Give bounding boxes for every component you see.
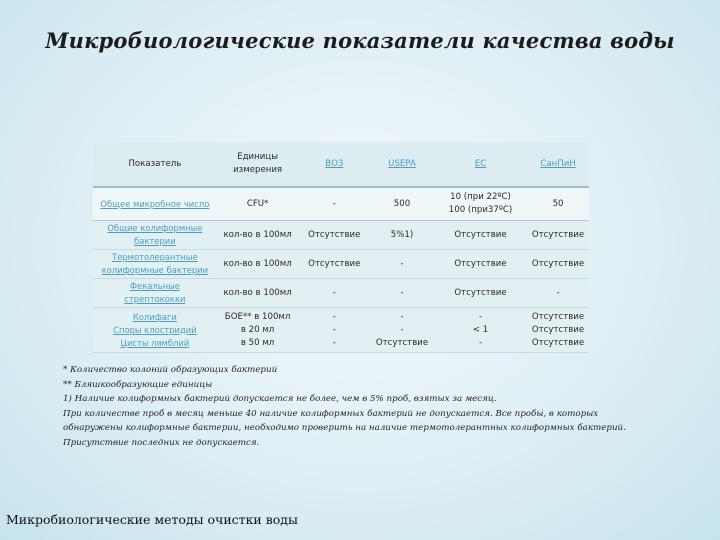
- row-label-line: Термотолерантные: [112, 252, 198, 262]
- cell-sanpin: [527, 187, 589, 221]
- table-row: [93, 221, 589, 250]
- cell-sanpin-line: 50: [552, 198, 564, 209]
- cell-eu: [434, 221, 527, 250]
- cell-sanpin: [527, 308, 589, 353]
- cell-usepa: [370, 221, 434, 250]
- cell-usepa: [370, 187, 434, 221]
- row-label-line: Фекальные: [129, 281, 180, 291]
- cell-units: [217, 308, 299, 353]
- row-label[interactable]: [93, 187, 217, 221]
- table-row: [93, 308, 589, 353]
- cell-eu-line: Отсутствие: [454, 258, 507, 269]
- cell-sanpin: [527, 279, 589, 308]
- header-who[interactable]: ВОЗ: [298, 142, 370, 187]
- cell-who-line: -: [332, 337, 336, 348]
- cell-usepa-line: Отсутствие: [375, 337, 429, 348]
- cell-usepa-line: -: [400, 258, 404, 269]
- cell-sanpin-line: Отсутствие: [531, 337, 585, 348]
- cell-units: [217, 221, 299, 250]
- row-label-line: Колифаги: [132, 311, 177, 322]
- cell-eu-line: < 1: [472, 324, 489, 335]
- cell-usepa: [370, 308, 434, 353]
- cell-usepa-line: -: [400, 287, 404, 298]
- row-label-line: Общее микробное число: [100, 198, 210, 209]
- cell-who-line: Отсутствие: [308, 258, 361, 269]
- cell-who: [298, 250, 370, 279]
- cell-usepa-line: -: [400, 311, 404, 322]
- footnotes: [63, 363, 703, 450]
- footnote-3: 1) Наличие колиформных бактерий допускается не более, чем в 5% проб, взятых за месяц.: [63, 394, 497, 404]
- cell-sanpin-line: -: [556, 287, 560, 298]
- footnote-1: * Количество колоний образующих бактерий: [63, 365, 278, 375]
- footnote-2: ** Бляшкообразующие единицы: [63, 379, 213, 390]
- cell-who: [298, 221, 370, 250]
- cell-sanpin: [527, 250, 589, 279]
- footnote-5: обнаружены колиформные бактерии, необходимо проверить на наличие термотолерантных колиформных бактерий.: [63, 423, 626, 433]
- cell-who-line: -: [332, 324, 336, 335]
- cell-units-line: CFU*: [246, 198, 269, 209]
- row-label-line: Общие колиформные: [107, 223, 203, 233]
- slide-title: Микробиологические показатели качества воды: [45, 28, 675, 53]
- table-row: [93, 279, 589, 308]
- cell-units: [217, 279, 299, 308]
- cell-eu-line: Отсутствие: [454, 287, 507, 298]
- cell-sanpin: [527, 221, 589, 250]
- row-label-line: колиформные бактерии: [101, 265, 209, 275]
- cell-sanpin-line: Отсутствие: [531, 311, 585, 322]
- cell-eu-line: -: [478, 311, 483, 322]
- row-label-line: Споры клостридий: [113, 324, 197, 335]
- cell-who-line: -: [332, 287, 336, 298]
- cell-eu-line: Отсутствие: [454, 229, 507, 240]
- row-label-line: Цисты лямблий: [120, 337, 190, 348]
- cell-units-line: в 20 мл: [240, 324, 275, 335]
- cell-usepa-line: 5%1): [390, 229, 414, 240]
- cell-units: [217, 250, 299, 279]
- header-eu[interactable]: ЕС: [434, 142, 527, 187]
- water-quality-table: [93, 142, 589, 353]
- cell-who: [298, 279, 370, 308]
- row-label[interactable]: [93, 308, 217, 353]
- table-row: [93, 250, 589, 279]
- cell-sanpin-line: Отсутствие: [531, 258, 585, 269]
- cell-usepa: [370, 279, 434, 308]
- header-sanpin[interactable]: СанПиН: [527, 142, 589, 187]
- cell-sanpin-line: Отсутствие: [531, 324, 585, 335]
- cell-eu: [434, 187, 527, 221]
- row-label[interactable]: [93, 221, 217, 250]
- table-row: [93, 187, 589, 221]
- cell-units-line: БОЕ** в 100мл: [224, 311, 291, 322]
- cell-eu: [434, 308, 527, 353]
- cell-who-line: -: [332, 198, 336, 209]
- cell-units-line: кол-во в 100мл: [223, 229, 292, 240]
- cell-usepa-line: 500: [393, 198, 411, 209]
- cell-units: [217, 187, 299, 221]
- cell-eu-line: 100 (при37ºС): [448, 205, 513, 215]
- cell-who-line: -: [332, 311, 336, 322]
- header-usepa[interactable]: USEPA: [370, 142, 434, 187]
- header-indicator: Показатель: [93, 142, 217, 187]
- row-label[interactable]: [93, 279, 217, 308]
- footnote-4: При количестве проб в месяц меньше 40 наличие колиформных бактерий не допускается. Все пробы, в которых: [63, 408, 599, 419]
- cell-sanpin-line: Отсутствие: [531, 229, 585, 240]
- row-label-line: стрептококки: [124, 294, 186, 304]
- header-units: Единицы измерения: [217, 142, 299, 187]
- cell-who: [298, 308, 370, 353]
- cell-eu: [434, 279, 527, 308]
- cell-usepa-line: -: [400, 324, 404, 335]
- row-label-line: бактерии: [134, 236, 176, 246]
- cell-usepa: [370, 250, 434, 279]
- row-label[interactable]: [93, 250, 217, 279]
- next-slide-title[interactable]: Микробиологические методы очистки воды: [6, 512, 298, 527]
- table-header-row: [93, 142, 589, 187]
- footnote-6: Присутствие последних не допускается.: [63, 437, 260, 448]
- cell-who-line: Отсутствие: [308, 229, 361, 240]
- cell-units-line: кол-во в 100мл: [223, 287, 292, 298]
- cell-units-line: кол-во в 100мл: [223, 258, 292, 269]
- cell-eu-line: 10 (при 22ºС): [450, 192, 511, 202]
- cell-eu: [434, 250, 527, 279]
- cell-units-line: в 50 мл: [240, 337, 275, 348]
- cell-eu-line: -: [478, 337, 483, 348]
- cell-who: [298, 187, 370, 221]
